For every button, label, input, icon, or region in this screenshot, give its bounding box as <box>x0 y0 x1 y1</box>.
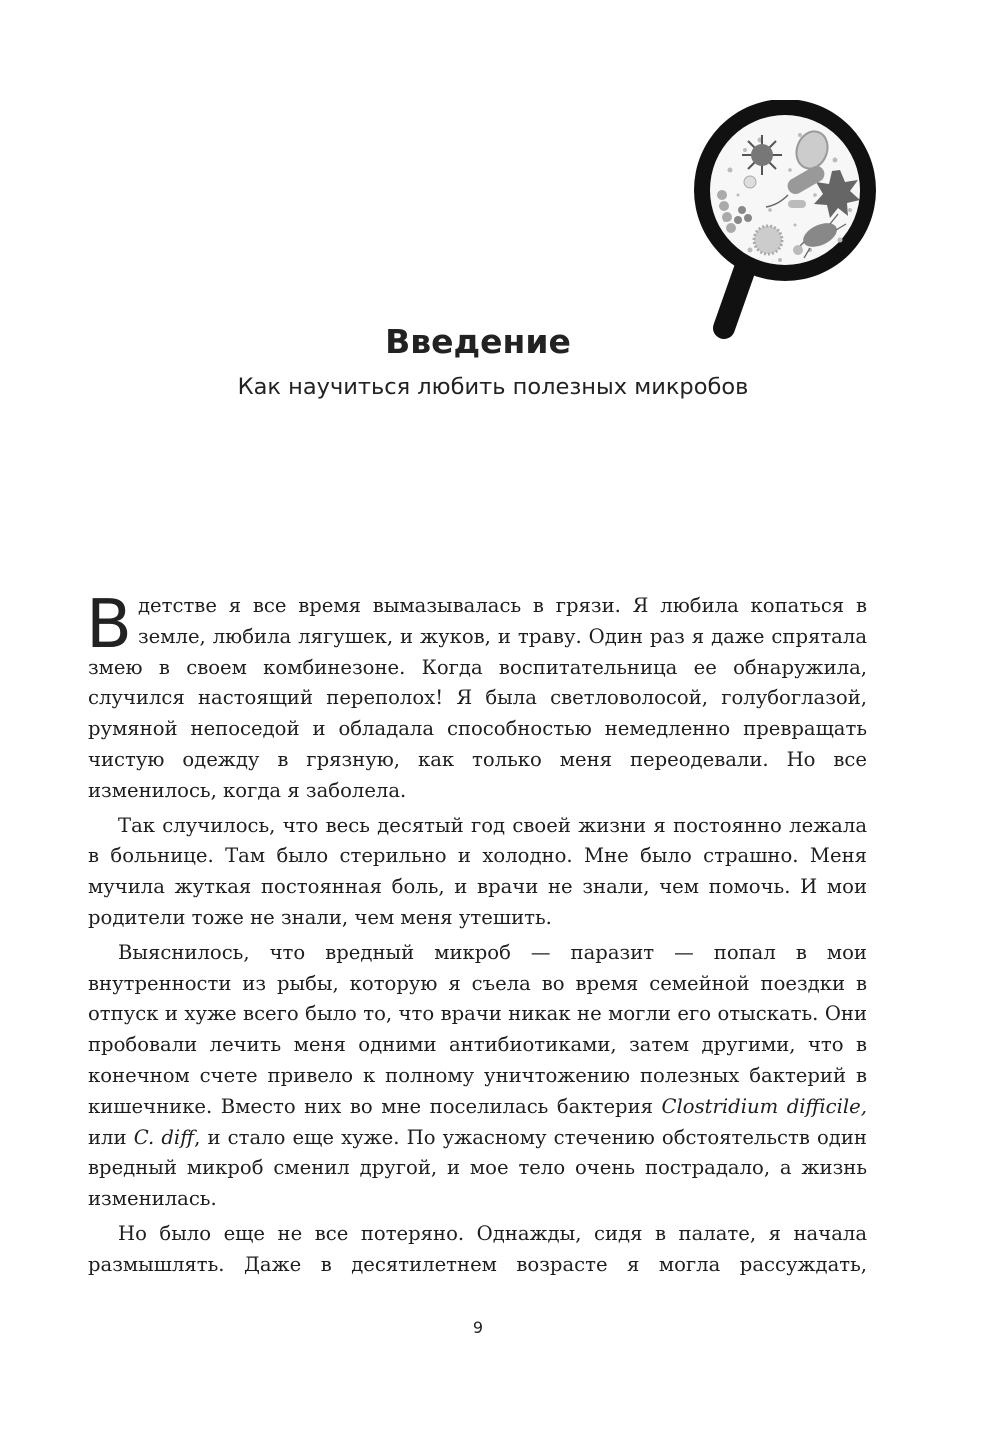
paragraph-1 <box>86 585 867 807</box>
paragraph-3-italic-2: C. diff <box>133 1125 195 1149</box>
paragraph-3 <box>88 938 867 1215</box>
paragraph-3-part-1: Выяснилось, что вредный микроб — паразит — попал в мои внутренности из рыбы, которую я съела во время семейной поездки в отпуск и хуже всего было то, что врачи никак не могли его отыскать. Они пробовали лечить меня одними антибиотиками, затем другими, что в конечном счете привело к полному уничтожению полезных бактерий в кишечнике. Вместо них во мне поселилась бактерия <box>88 940 867 1118</box>
paragraph-1-text: детстве я все время вымазывалась в грязи. Я любила копаться в земле, любила лягушек, и жуков, и траву. Один раз я даже спрятала змею в своем комбинезоне. Когда воспитательница ее обнаружила, случился настоящий переполох! Я была светловолосой, голубоглазой, румяной непоседой и обладала способностью немедленно превращать чистую одежду в грязную, как только меня переодевали. Но все изменилось, когда я заболела. <box>88 594 867 802</box>
body-text <box>86 585 867 1281</box>
paragraph-3-part-3: , и стало еще хуже. По ужасному стечению обстоятельств один вредный микроб сменил другой, и мое тело очень пострадало, а жизнь изменилась. <box>88 1125 867 1211</box>
paragraph-4: Но было еще не все потеряно. Однажды, сидя в палате, я начала размышлять. Даже в десятилетнем возрасте я могла рассуждать, <box>88 1221 867 1276</box>
drop-cap: В <box>86 585 132 663</box>
magnifier-microbes-icon <box>690 100 890 350</box>
page-number: 9 <box>472 1318 484 1337</box>
chapter-title: Введение <box>385 322 571 361</box>
paragraph-3-italic-1: Clostridium difficile, <box>661 1094 867 1118</box>
chapter-subtitle: Как научиться любить полезных микробов <box>237 374 749 400</box>
paragraph-3-part-2: или <box>88 1125 134 1149</box>
paragraph-2: Так случилось, что весь десятый год своей жизни я постоянно лежала в больнице. Там было стерильно и холодно. Мне было страшно. Меня мучила жуткая постоянная боль, и врачи не знали, чем помочь. И мои родители тоже не знали, чем меня утешить. <box>88 813 867 929</box>
